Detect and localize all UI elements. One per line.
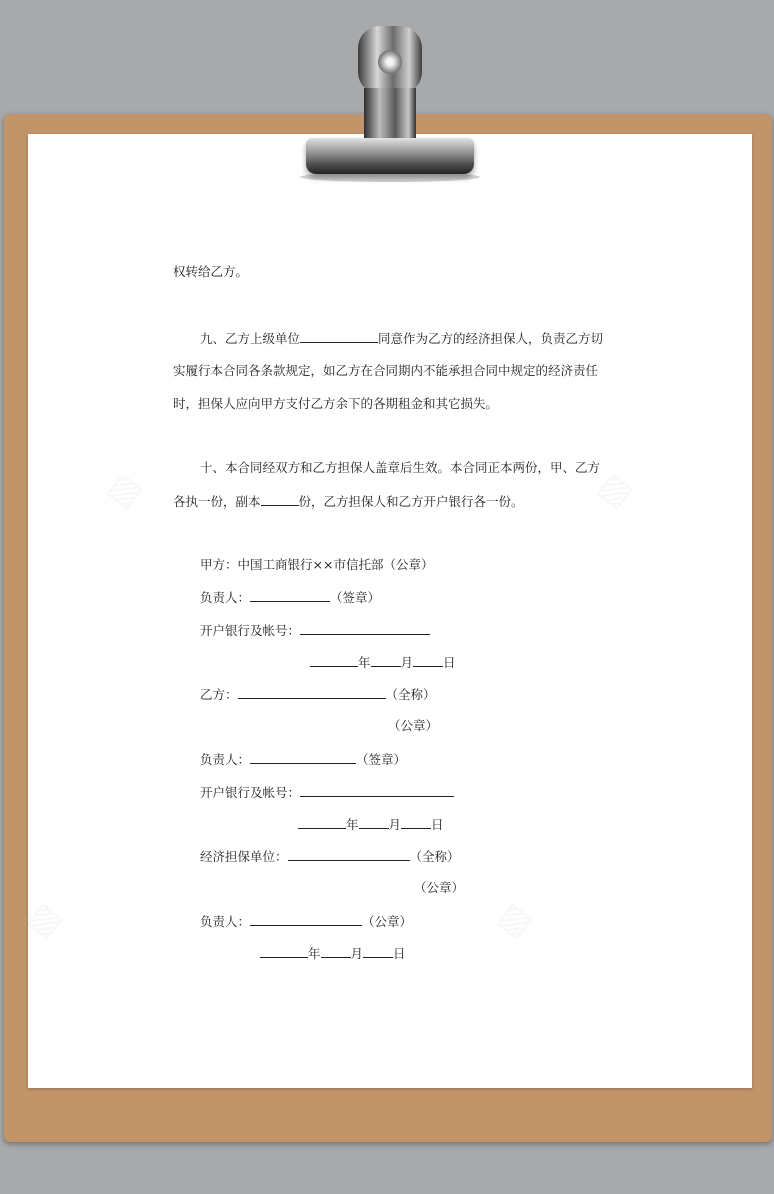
day-label: 日 xyxy=(443,655,456,670)
fill-blank xyxy=(300,784,454,797)
text-line xyxy=(173,493,524,510)
fill-blank xyxy=(300,622,430,635)
party-label: 经济担保单位： xyxy=(200,849,288,864)
watermark: ▨ xyxy=(491,894,542,946)
party-label: 乙方： xyxy=(200,687,238,702)
seal-label: （公章） xyxy=(362,914,413,929)
full-name-label: （全称） xyxy=(409,849,460,864)
seal-label: （签章） xyxy=(330,590,381,605)
text-line: 十、本合同经双方和乙方担保人盖章后生效。本合同正本两份，甲、乙方 xyxy=(200,460,601,475)
watermark: ▨ xyxy=(591,464,642,516)
full-name-label: （全称） xyxy=(385,687,436,702)
party-a-rep xyxy=(200,589,380,606)
month-label: 月 xyxy=(400,655,414,670)
fill-blank xyxy=(413,654,443,667)
rep-label: 负责人： xyxy=(200,752,251,767)
fill-blank xyxy=(359,816,389,829)
fill-blank xyxy=(250,589,330,602)
text-segment: 九、乙方上级单位 xyxy=(200,331,301,346)
party-b-seal: （公章） xyxy=(388,718,439,733)
clip-base xyxy=(306,138,474,174)
clip-neck xyxy=(364,88,416,140)
date-line xyxy=(298,816,444,833)
guarantor-label xyxy=(200,848,460,865)
text-line xyxy=(200,330,603,347)
bank-label: 开户银行及帐号： xyxy=(200,623,301,638)
fill-blank xyxy=(310,654,358,667)
text-line: 实履行本合同各条款规定，如乙方在合同期内不能承担合同中规定的经济责任 xyxy=(173,363,599,378)
bank-label: 开户银行及帐号： xyxy=(200,785,301,800)
year-label: 年 xyxy=(358,655,371,670)
fill-blank xyxy=(371,654,401,667)
fill-blank xyxy=(363,945,393,958)
rep-label: 负责人： xyxy=(200,914,251,929)
seal-label: （签章） xyxy=(356,752,407,767)
year-label: 年 xyxy=(308,946,321,961)
party-b-rep xyxy=(200,751,406,768)
clip-hole xyxy=(378,50,402,74)
text-line: 时，担保人应向甲方支付乙方余下的各期租金和其它损失。 xyxy=(173,396,499,411)
text-segment: 各执一份，副本 xyxy=(173,494,261,509)
fill-blank xyxy=(288,848,410,861)
day-label: 日 xyxy=(393,946,406,961)
fill-blank xyxy=(300,330,378,343)
text-segment: 同意作为乙方的经济担保人，负责乙方切 xyxy=(378,331,604,346)
party-b-bank xyxy=(200,784,454,801)
watermark: ▨ xyxy=(101,464,152,516)
month-label: 月 xyxy=(388,817,402,832)
party-b-label xyxy=(200,686,436,703)
fill-blank xyxy=(250,751,356,764)
year-label: 年 xyxy=(346,817,359,832)
fill-blank xyxy=(321,945,351,958)
party-a-label: 甲方：中国工商银行××市信托部（公章） xyxy=(200,557,434,572)
day-label: 日 xyxy=(431,817,444,832)
fill-blank xyxy=(260,945,308,958)
date-line xyxy=(260,945,406,962)
fill-blank xyxy=(298,816,346,829)
text-line: 权转给乙方。 xyxy=(173,264,249,279)
fill-blank xyxy=(238,686,386,699)
guarantor-seal: （公章） xyxy=(414,880,465,895)
fill-blank xyxy=(261,493,299,506)
watermark: ▨ xyxy=(21,894,72,946)
fill-blank xyxy=(250,913,362,926)
fill-blank xyxy=(401,816,431,829)
text-segment: 份，乙方担保人和乙方开户银行各一份。 xyxy=(298,494,524,509)
rep-label: 负责人： xyxy=(200,590,251,605)
guarantor-rep xyxy=(200,913,412,930)
date-line xyxy=(310,654,456,671)
party-a-bank xyxy=(200,622,430,639)
month-label: 月 xyxy=(350,946,364,961)
